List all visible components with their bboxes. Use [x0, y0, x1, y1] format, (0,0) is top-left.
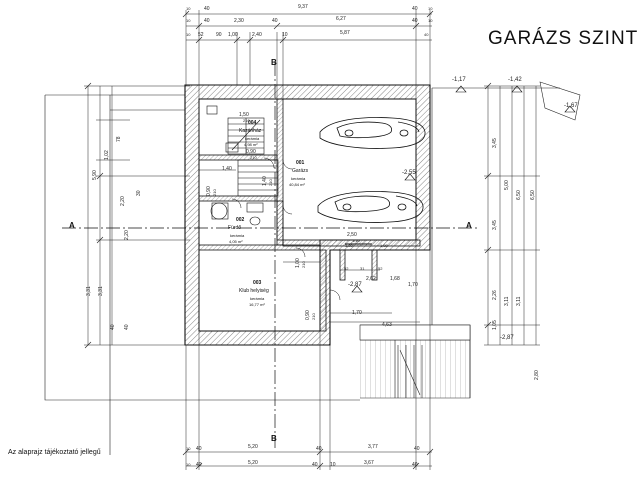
- opening-label-2: 1,40: [262, 176, 268, 186]
- opening-sub-4: 210: [301, 261, 306, 268]
- level-mark-4: -2,87: [348, 282, 362, 288]
- opening-label-5: 0,90: [305, 310, 311, 320]
- dim-top2-230: 2,30: [234, 18, 244, 24]
- dim-left-0: 5,90: [92, 170, 98, 180]
- dim-bot1-40b: 40: [316, 446, 322, 452]
- dim-left-7: 2,20: [124, 230, 130, 240]
- level-mark-3: -2,55: [402, 170, 416, 176]
- opening-label-1: 0,90: [246, 149, 256, 155]
- dim-inner-0: 1,40: [222, 166, 232, 172]
- opening-label-3: 0,90: [206, 186, 212, 196]
- dim-inner-8: 1,80: [380, 243, 388, 248]
- dim-top3-240: 2,40: [252, 32, 262, 38]
- dim-right-1: 3,45: [492, 220, 498, 230]
- dim-right-4: 6,50: [530, 190, 536, 200]
- dim-inner-2: 2,62: [366, 276, 376, 282]
- dim-bot2-40b: 40: [312, 462, 318, 468]
- dim-left-6: 40: [124, 324, 130, 330]
- dim-top3-90: 90: [216, 32, 222, 38]
- dim-bot2-10: 10: [330, 462, 336, 468]
- dim-inner-5: 1,70: [352, 310, 362, 316]
- dim-right-0: 3,45: [492, 138, 498, 148]
- floor-plan-sheet: GARÁZS SZINT Az alaprajz tájékoztató jellegű A A B B 004 Kazánház kerámia 4,98 m² 001 Garázs kerámia 40,84 m² 002 Fürdő kerámia 4,05 m² 003 Klub helyiség kerámia 16,77 m² 1,50 210 0,90 210 1,40 210 0,90 210 1,00 210 0,90 210 2,50 210 -1,17 -1,42 -1,67 -2,55 -2,87 -2,87 10 40 9,37 40 10 10 40 2,30 40 6,27 40 10 10 52 90 1,00 2,40 10 5,87 40 10 40 5,20 40 3,77 40 10 40 5,20 40 10 3,67 40 5,90 1,02 78 3,31 3,31 40 40 2,20 30 3,45 3,45 5,00 6,50 6,50 2,26 3,11 3,11 1,05 2,80 1,40 2,20 2,62 1,68 1,70 1,70 4,63 1,20 1,80 52 31 52: [0, 0, 640, 480]
- dim-top3-10: 10: [282, 32, 288, 38]
- dim-right-9: 2,80: [534, 370, 540, 380]
- dim-bot1-edge: 10: [186, 446, 191, 451]
- dim-inner-1: 2,20: [120, 196, 126, 206]
- level-mark-2: -1,67: [564, 103, 578, 109]
- dim-bot2-40a: 40: [196, 462, 202, 468]
- dim-inner-7: 1,20: [345, 243, 353, 248]
- plan-footnote: Az alaprajz tájékoztató jellegű: [8, 449, 101, 456]
- dim-left-8: 30: [136, 190, 142, 196]
- opening-sub-3: 210: [212, 189, 217, 196]
- opening-sub-6: 210: [353, 238, 360, 243]
- dim-inner-11: 52: [378, 266, 383, 271]
- dim-left-3: 3,31: [86, 286, 92, 296]
- opening-label-6: 2,50: [347, 232, 357, 238]
- dim-bot2-40c: 40: [412, 462, 418, 468]
- dim-right-7: 3,11: [516, 296, 522, 306]
- dim-bot1-377: 3,77: [368, 444, 378, 450]
- dim-top2-627: 6,27: [336, 16, 346, 22]
- page-title: GARÁZS SZINT: [488, 28, 639, 49]
- level-mark-1: -1,42: [508, 77, 522, 83]
- dim-right-3: 6,50: [516, 190, 522, 200]
- dim-bot2-520: 5,20: [248, 460, 258, 466]
- dim-right-2: 5,00: [504, 180, 510, 190]
- dim-top-edge-r: 10: [428, 6, 433, 11]
- opening-sub-5: 210: [311, 313, 316, 320]
- dim-inner-3: 1,68: [390, 276, 400, 282]
- dim-top2-edge-l: 10: [186, 18, 191, 23]
- opening-sub-0: 210: [243, 118, 250, 123]
- dim-top3-edge-3: 40: [424, 32, 429, 37]
- dim-top2-40c: 40: [412, 18, 418, 24]
- dim-right-5: 2,26: [492, 290, 498, 300]
- dim-bot1-520: 5,20: [248, 444, 258, 450]
- section-axis-a-left: A: [69, 221, 75, 230]
- opening-label-0: 1,50: [239, 112, 249, 118]
- dim-inner-6: 4,63: [382, 322, 392, 328]
- dim-right-6: 3,11: [504, 296, 510, 306]
- section-axis-b-bottom: B: [271, 434, 277, 443]
- dim-top3-587: 5,87: [340, 30, 350, 36]
- dim-top3-100: 1,00: [228, 32, 238, 38]
- dim-bot2-edge: 10: [186, 462, 191, 467]
- dim-top-40b: 40: [412, 6, 418, 12]
- dim-bot1-40a: 40: [196, 446, 202, 452]
- opening-label-4: 1,00: [295, 258, 301, 268]
- dim-top-edge-l: 10: [186, 6, 191, 11]
- opening-sub-1: 210: [250, 155, 257, 160]
- section-axis-a-right: A: [466, 221, 472, 230]
- level-mark-0: -1,17: [452, 77, 466, 83]
- dim-left-4: 3,31: [98, 286, 104, 296]
- dim-inner-9: 52: [344, 266, 349, 271]
- dim-top2-40a: 40: [204, 18, 210, 24]
- dim-left-1: 1,02: [104, 150, 110, 160]
- dim-inner-4: 1,70: [408, 282, 418, 288]
- dim-bot2-367: 3,67: [364, 460, 374, 466]
- dim-top3-52: 52: [198, 32, 204, 38]
- dim-top-40a: 40: [204, 6, 210, 12]
- dim-top-937: 9,37: [298, 4, 308, 10]
- dim-top3-edge-0: 10: [186, 32, 191, 37]
- dim-top2-edge-r: 10: [428, 18, 433, 23]
- dim-left-5: 40: [110, 324, 116, 330]
- dim-right-8: 1,05: [492, 320, 498, 330]
- dim-left-2: 78: [116, 136, 122, 142]
- opening-sub-2: 210: [268, 179, 273, 186]
- dim-inner-10: 31: [360, 266, 365, 271]
- level-mark-5: -2,87: [500, 335, 514, 341]
- dim-top2-40b: 40: [272, 18, 278, 24]
- dim-bot1-40c: 40: [414, 446, 420, 452]
- section-axis-b-top: B: [271, 58, 277, 67]
